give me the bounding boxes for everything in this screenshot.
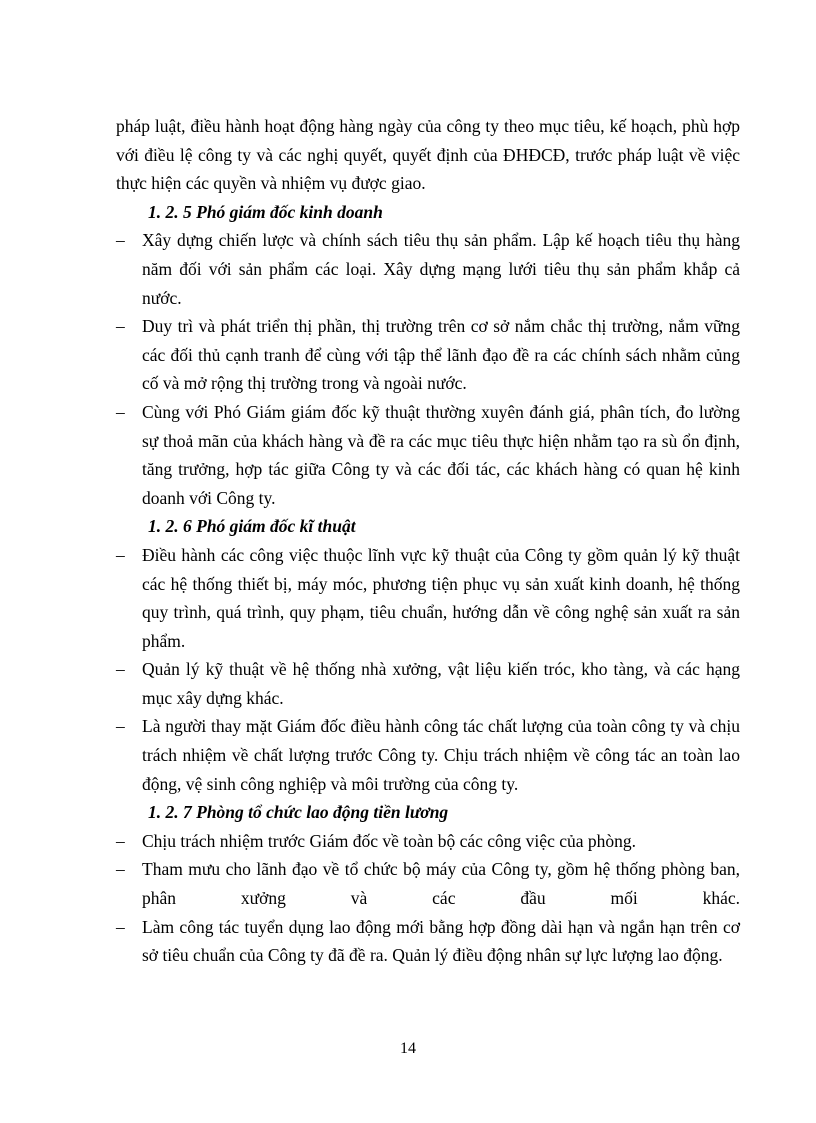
bullet-dash: – — [116, 401, 125, 422]
bullet-dash: – — [116, 716, 125, 737]
section-heading-labor-salary-department: 1. 2. 7 Phòng tổ chức lao động tiền lương — [148, 802, 449, 823]
list-item-text: Điều hành các công việc thuộc lĩnh vực kỹ thuật của Công ty gồm quản lý kỹ thuật các hệ thống thiết bị, máy móc, phương tiện phục vụ sản xuất kinh doanh, hệ thống quy trình, quá trình, quy phạm, tiêu chuẩn, hướng dẫn về công nghệ sản xuất ra sản phẩm. — [142, 544, 740, 651]
page-number: 14 — [400, 1040, 416, 1057]
section-heading-vice-director-business: 1. 2. 5 Phó giám đốc kinh doanh — [148, 201, 383, 222]
list-item — [116, 312, 740, 398]
list-item — [116, 541, 740, 655]
list-item-text: Duy trì và phát triển thị phần, thị trường trên cơ sở nắm chắc thị trường, nắm vững các đối thủ cạnh tranh để cùng với tập thể lãnh đạo đề ra các chính sách nhằm củng cố và mở rộng thị trường trong và ngoài nước. — [142, 316, 740, 394]
list-item — [116, 712, 740, 798]
list-item-text: Tham mưu cho lãnh đạo về tổ chức bộ máy của Công ty, gồm hệ thống phòng ban, phân xưởng và các đầu mối khác. — [142, 859, 740, 909]
intro-paragraph: pháp luật, điều hành hoạt động hàng ngày của công ty theo mục tiêu, kế hoạch, phù hợp với điều lệ công ty và các nghị quyết, quyết định của ĐHĐCĐ, trước pháp luật về việc thực hiện các quyền và nhiệm vụ được giao. — [116, 116, 740, 194]
list-item — [116, 398, 740, 512]
bullet-dash: – — [116, 544, 125, 565]
list-item-text: Xây dựng chiến lược và chính sách tiêu thụ sản phẩm. Lập kế hoạch tiêu thụ hàng năm đối với sản phẩm các loại. Xây dựng mạng lưới tiêu thụ sản phẩm khắp cả nước. — [142, 230, 740, 308]
list-item — [116, 226, 740, 312]
section-heading-vice-director-technical: 1. 2. 6 Phó giám đốc kĩ thuật — [148, 516, 356, 537]
list-item-text: Làm công tác tuyển dụng lao động mới bằng hợp đồng dài hạn và ngắn hạn trên cơ sở tiêu chuẩn của Công ty đã đề ra. Quản lý điều động nhân sự lực lượng lao động. — [142, 916, 740, 966]
list-item-text: Quản lý kỹ thuật về hệ thống nhà xưởng, vật liệu kiến tróc, kho tàng, và các hạng mục xây dựng khác. — [142, 659, 740, 708]
list-item — [116, 855, 740, 912]
list-item — [116, 913, 740, 970]
bullet-dash: – — [116, 830, 125, 851]
bullet-dash: – — [116, 316, 125, 337]
bullet-dash: – — [116, 230, 125, 251]
bullet-dash: – — [116, 659, 125, 680]
list-item — [116, 827, 740, 856]
bullet-dash: – — [116, 916, 125, 937]
list-item-text: Cùng với Phó Giám giám đốc kỹ thuật thường xuyên đánh giá, phân tích, đo lường sự thoả mãn của khách hàng và đề ra các mục tiêu thực hiện nhằm tạo ra sù ổn định, tăng trưởng, hợp tác giữa Công ty và các đối tác, các khách hàng có quan hệ kinh doanh với Công ty. — [142, 401, 740, 508]
bullet-dash: – — [116, 859, 125, 880]
list-item-text: Là người thay mặt Giám đốc điều hành công tác chất lượng của toàn công ty và chịu trách nhiệm về chất lượng trước Công ty. Chịu trách nhiệm về công tác an toàn lao động, vệ sinh công nghiệp và môi trường của công ty. — [142, 716, 740, 794]
list-item — [116, 655, 740, 712]
page-body — [116, 112, 740, 970]
list-item-text: Chịu trách nhiệm trước Giám đốc về toàn bộ các công việc của phòng. — [142, 830, 636, 851]
